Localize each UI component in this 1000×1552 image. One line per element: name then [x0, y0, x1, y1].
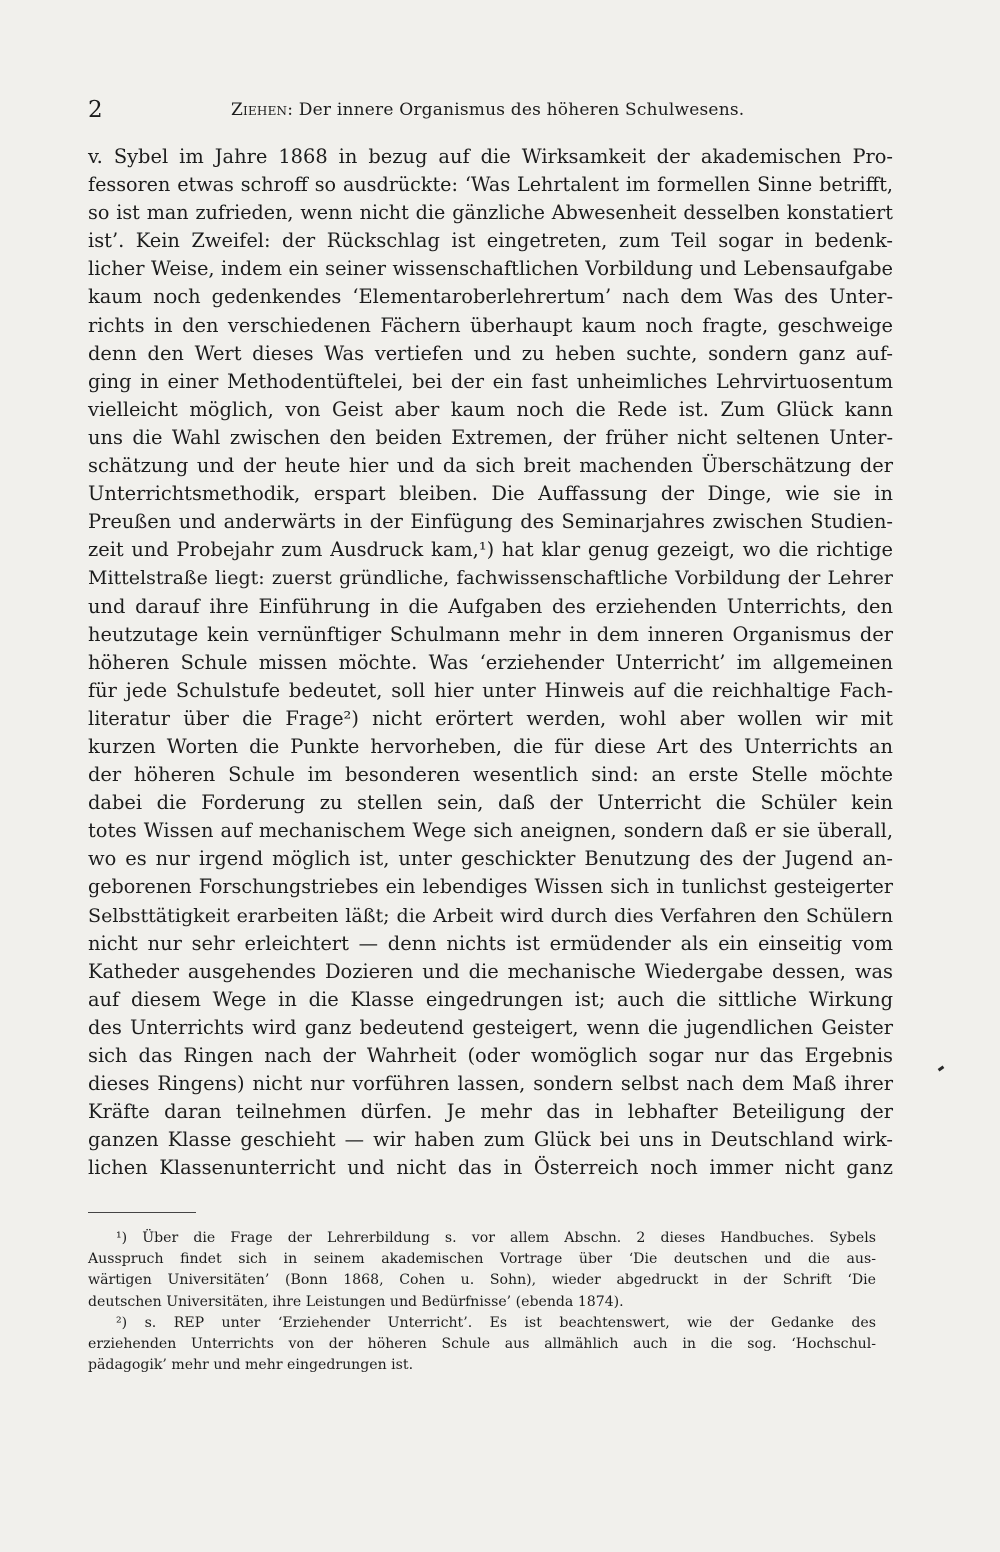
text-line: so ist man zufrieden, wenn nicht die gänzliche Abwesenheit desselben konstatiert	[88, 201, 893, 225]
text-line: sich das Ringen nach der Wahrheit (oder womöglich sogar nur das Ergebnis	[88, 1044, 893, 1067]
ink-speck	[938, 1066, 945, 1072]
text-line: und darauf ihre Einführung in die Aufgaben des erziehenden Unterrichts, den	[88, 594, 893, 618]
footnote-line: ²) s. REP unter ‘Erziehender Unterricht’. Es ist beachtenswert, wie der Gedanke des	[116, 1314, 876, 1331]
text-line: Preußen und anderwärts in der Einfügung des Seminarjahres zwischen Studien-	[88, 510, 893, 534]
text-line: Unterrichtsmethodik, erspart bleiben. Die Auffassung der Dinge, wie sie in	[88, 482, 893, 506]
book-title: Der innere Organismus des höheren Schulwesens.	[298, 100, 745, 120]
text-line: ist’. Kein Zweifel: der Rückschlag ist eingetreten, zum Teil sogar in bedenk-	[88, 229, 893, 253]
footnote-line: wärtigen Universitäten’ (Bonn 1868, Cohen u. Sohn), wieder abgedruckt in der Schrift ‘Die	[88, 1272, 876, 1289]
page-number: 2	[88, 97, 103, 123]
author-name: Ziehen	[231, 100, 288, 120]
text-line: dieses Ringens) nicht nur vorführen lassen, sondern selbst nach dem Maß ihrer	[88, 1072, 893, 1096]
text-line: kurzen Worten die Punkte hervorheben, die für diese Art des Unterrichts an	[88, 734, 893, 758]
text-line: wo es nur irgend möglich ist, unter geschickter Benutzung des der Jugend an-	[88, 847, 893, 871]
text-line: Mittelstraße liegt: zuerst gründliche, fachwissenschaftliche Vorbildung der Lehrer	[88, 567, 893, 590]
text-line: vielleicht möglich, von Geist aber kaum noch die Rede ist. Zum Glück kann	[88, 397, 893, 421]
text-line: literatur über die Frage²) nicht erörtert werden, wohl aber wollen wir mit	[88, 706, 893, 730]
text-line: Selbsttätigkeit erarbeiten läßt; die Arbeit wird durch dies Verfahren den Schülern	[88, 904, 893, 927]
text-line: Katheder ausgehendes Dozieren und die mechanische Wiedergabe dessen, was	[88, 959, 893, 983]
text-line: auf diesem Wege in die Klasse eingedrungen ist; auch die sittliche Wirkung	[88, 987, 893, 1011]
text-line: ganzen Klasse geschieht — wir haben zum Glück bei uns in Deutschland wirk-	[88, 1128, 893, 1152]
footnote-line: ¹) Über die Frage der Lehrerbildung s. vor allem Abschn. 2 dieses Handbuches. Sybels	[116, 1230, 876, 1246]
text-line: schätzung und der heute hier und da sich breit machenden Überschätzung der	[88, 454, 893, 478]
footnote-line: Ausspruch findet sich in seinem akademischen Vortrage über ‘Die deutschen und die aus-	[88, 1251, 876, 1268]
footnote-line: pädagogik’ mehr und mehr eingedrungen ist.	[88, 1357, 414, 1374]
text-line: fessoren etwas schroff so ausdrückte: ‘Was Lehrtalent im formellen Sinne betrifft,	[88, 173, 893, 197]
text-line: für jede Schulstufe bedeutet, soll hier unter Hinweis auf die reichhaltige Fach-	[88, 678, 893, 702]
footnotes	[88, 1228, 876, 1376]
running-title	[231, 98, 744, 122]
footnote-rule	[88, 1212, 196, 1213]
text-line: der höheren Schule im besonderen wesentlich sind: an erste Stelle möchte	[88, 763, 893, 787]
text-line: lichen Klassenunterricht und nicht das in Österreich noch immer nicht ganz	[88, 1156, 893, 1180]
text-line: höheren Schule missen möchte. Was ‘erziehender Unterricht’ im allgemeinen	[88, 650, 893, 674]
text-line: licher Weise, indem ein seiner wissenschaftlichen Vorbildung und Lebensaufgabe	[88, 257, 893, 281]
main-text	[88, 143, 893, 1182]
text-line: richts in den verschiedenen Fächern überhaupt kaum noch fragte, geschweige	[88, 313, 893, 337]
text-line: uns die Wahl zwischen den beiden Extremen, der früher nicht seltenen Unter-	[88, 425, 893, 449]
footnote-line: erziehenden Unterrichts von der höheren Schule aus allmählich auch in die sog. ‘Hochschul-	[88, 1335, 876, 1352]
text-line: geborenen Forschungstriebes ein lebendiges Wissen sich in tunlichst gesteigerter	[88, 875, 893, 899]
text-line: zeit und Probejahr zum Ausdruck kam,¹) hat klar genug gezeigt, wo die richtige	[88, 538, 893, 562]
text-line: Kräfte daran teilnehmen dürfen. Je mehr das in lebhafter Beteiligung der	[88, 1100, 893, 1124]
text-line: v. Sybel im Jahre 1868 in bezug auf die Wirksamkeit der akademischen Pro-	[88, 145, 893, 168]
text-line: des Unterrichts wird ganz bedeutend gesteigert, wenn die jugendlichen Geister	[88, 1015, 893, 1039]
text-line: totes Wissen auf mechanischem Wege sich aneignen, sondern daß er sie überall,	[88, 819, 893, 843]
text-line: heutzutage kein vernünftiger Schulmann mehr in dem inneren Organismus der	[88, 622, 893, 646]
header-separator: :	[287, 100, 294, 120]
text-line: nicht nur sehr erleichtert — denn nichts ist ermüdender als ein einseitig vom	[88, 931, 893, 955]
text-line: dabei die Forderung zu stellen sein, daß der Unterricht die Schüler kein	[88, 791, 893, 815]
text-line: kaum noch gedenkendes ‘Elementaroberlehrertum’ nach dem Was des Unter-	[88, 285, 893, 309]
text-line: ging in einer Methodentüftelei, bei der ein fast unheimliches Lehrvirtuosentum	[88, 369, 893, 393]
text-line: denn den Wert dieses Was vertiefen und zu heben suchte, sondern ganz auf-	[88, 341, 893, 365]
footnote-line: deutschen Universitäten, ihre Leistungen und Bedürfnisse’ (ebenda 1874).	[88, 1293, 624, 1310]
